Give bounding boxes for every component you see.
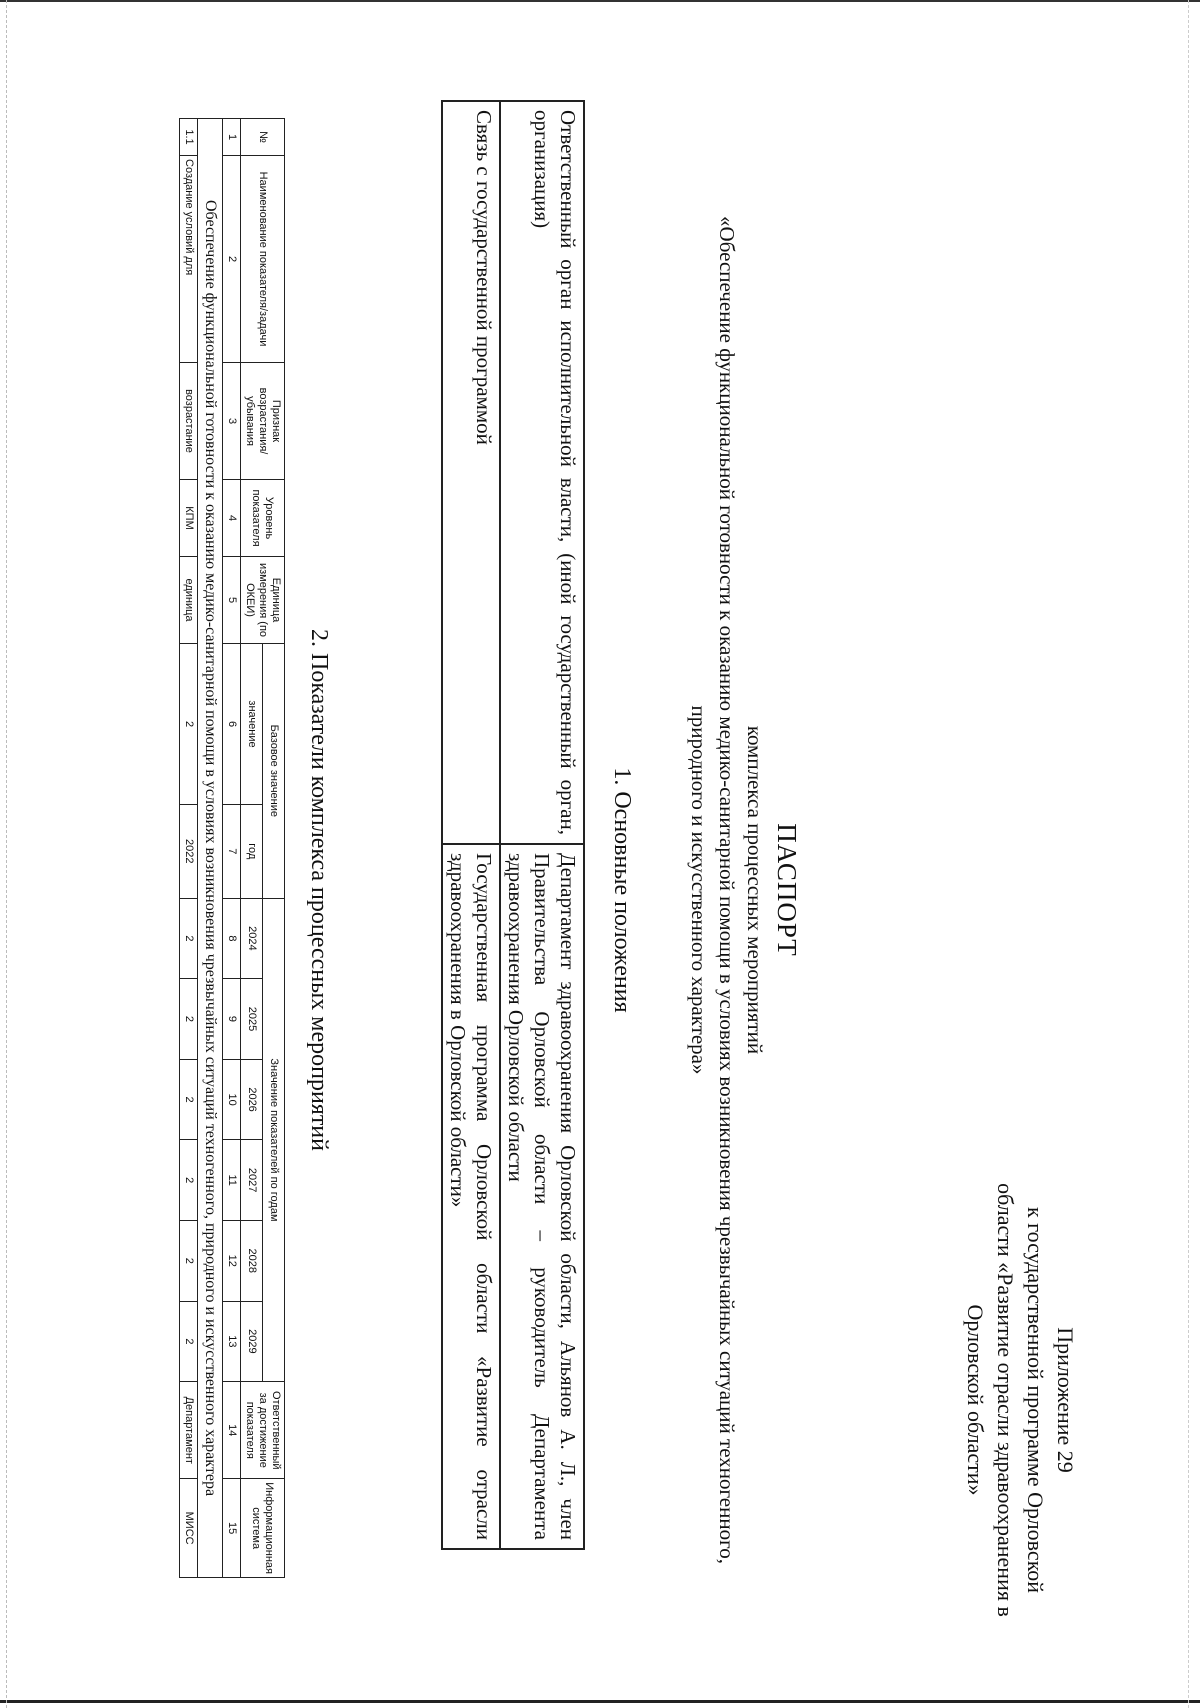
- row-sign: возрастание: [180, 363, 198, 480]
- row-year-value: 2: [180, 1059, 198, 1140]
- column-number: 10: [223, 1059, 241, 1140]
- column-number: 9: [223, 979, 241, 1060]
- header-base-year: год: [241, 805, 263, 899]
- goal-text: Обеспечение функциональной готовности к оказанию медико-санитарной помощи в условиях возникновения чрезвычайных ситуаций техногенного, природного и искусственного характера: [198, 119, 223, 1578]
- section-1-title: 1. Основные положения: [609, 767, 635, 1013]
- column-number: 14: [223, 1382, 241, 1479]
- header-base: Базовое значение: [263, 644, 285, 899]
- column-number: 3: [223, 363, 241, 480]
- header-year: 2026: [241, 1059, 263, 1140]
- appendix-line: к государственной программе Орловской: [1023, 1206, 1048, 1594]
- column-number: 13: [223, 1301, 241, 1382]
- row-year-value: 2: [180, 898, 198, 979]
- header-unit: Единица измерения (по ОКЕИ): [241, 557, 285, 644]
- main-provisions-table: [441, 100, 585, 1550]
- column-number: 6: [223, 644, 241, 805]
- appendix-number: Приложение 29: [1053, 1327, 1078, 1473]
- column-number: 5: [223, 557, 241, 644]
- indicators-table: [179, 118, 285, 1578]
- document-subtitle: комплекса процессных мероприятий: [743, 725, 767, 1055]
- appendix-line: Орловской области»: [963, 1304, 988, 1496]
- document-title-block: [685, 200, 805, 1580]
- row-year-value: 2: [180, 1301, 198, 1382]
- column-number: 1: [223, 119, 241, 156]
- column-number: 2: [223, 156, 241, 363]
- row-year-value: 2: [180, 1140, 198, 1221]
- row-base-year: 2022: [180, 805, 198, 899]
- row-unit: единица: [180, 557, 198, 644]
- header-year: 2029: [241, 1301, 263, 1382]
- provision-label: Связь с государственной программой: [442, 101, 500, 844]
- row-year-value: 2: [180, 1220, 198, 1301]
- row-num: 1.1: [180, 119, 198, 156]
- provision-value: Департамент здравоохранения Орловской области, Альянов А. Л., член Правительства Орловской области – руководитель Департамента здравоохранения Орловской области: [500, 844, 584, 1549]
- column-number: 12: [223, 1220, 241, 1301]
- header-row: [263, 119, 285, 1578]
- appendix-line: области «Развитие отрасли здравоохранения в: [993, 1183, 1018, 1617]
- column-number-row: [223, 119, 241, 1578]
- provision-label: Ответственный орган исполнительной власти, (иной государственный орган, организация): [500, 101, 584, 844]
- appendix-header: [960, 140, 1080, 1620]
- header-info: Информационная система: [241, 1479, 285, 1578]
- header-year: 2028: [241, 1220, 263, 1301]
- header-year: 2027: [241, 1140, 263, 1221]
- header-responsible: Ответственный за достижение показателя: [241, 1382, 285, 1479]
- header-sign: Признак возрастания/ убывания: [241, 363, 285, 480]
- column-number: 11: [223, 1140, 241, 1221]
- document-title: ПАСПОРТ: [772, 823, 802, 957]
- provision-value: Государственная программа Орловской области «Развитие отрасли здравоохранения в Орловской области»: [442, 844, 500, 1549]
- complex-name: «Обеспечение функциональной готовности к оказанию медико-санитарной помощи в условиях возникновения чрезвычайных ситуаций техногенного, природного и искусственного характера»: [687, 216, 739, 1564]
- header-name: Наименование показателя/задачи: [241, 156, 285, 363]
- row-info: МИСС: [180, 1479, 198, 1578]
- header-years-group: Значение показателей по годам: [263, 898, 285, 1382]
- row-level: КПМ: [180, 480, 198, 557]
- column-number: 8: [223, 898, 241, 979]
- section-2-title: 2. Показатели комплекса процессных мероприятий: [306, 628, 332, 1151]
- row-base-value: 2: [180, 644, 198, 805]
- column-number: 4: [223, 480, 241, 557]
- header-num: №: [241, 119, 285, 156]
- column-number: 7: [223, 805, 241, 899]
- header-level: Уровень показателя: [241, 480, 285, 557]
- table-row: [442, 101, 500, 1549]
- goal-row: [198, 119, 223, 1578]
- row-year-value: 2: [180, 979, 198, 1060]
- table-row: [500, 101, 584, 1549]
- row-name: Создание условий для: [180, 156, 198, 363]
- table-row: [180, 119, 198, 1578]
- row-responsible: Департамент: [180, 1382, 198, 1479]
- column-number: 15: [223, 1479, 241, 1578]
- header-year: 2025: [241, 979, 263, 1060]
- header-year: 2024: [241, 898, 263, 979]
- header-base-value: значение: [241, 644, 263, 805]
